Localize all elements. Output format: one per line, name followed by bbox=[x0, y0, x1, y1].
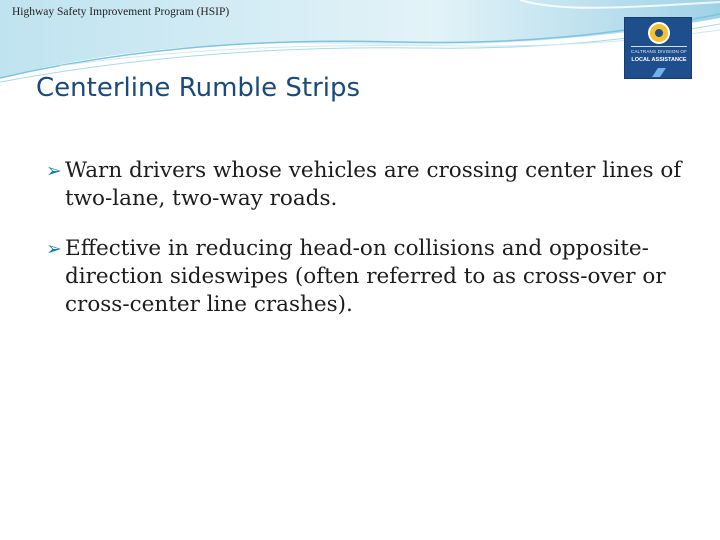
caltrans-logo bbox=[624, 17, 692, 79]
slide-title: Centerline Rumble Strips bbox=[36, 73, 361, 103]
program-title: Highway Safety Improvement Program (HSIP) bbox=[12, 6, 230, 18]
seal-icon bbox=[648, 22, 670, 44]
arrow-bullet-icon: ➢ bbox=[46, 238, 62, 260]
logo-line-1: CALTRANS DIVISION OF bbox=[630, 49, 688, 54]
logo-mark-icon bbox=[652, 68, 666, 77]
logo-divider bbox=[631, 46, 687, 47]
arrow-bullet-icon: ➢ bbox=[46, 160, 62, 182]
bullet-text: Effective in reducing head-on collisions and opposite-direction sideswipes (often referred to as cross-over or cross-center line crashes). bbox=[65, 236, 666, 317]
logo-line-2: LOCAL ASSISTANCE bbox=[631, 57, 687, 63]
bullet-item bbox=[46, 235, 686, 319]
bullet-text: Warn drivers whose vehicles are crossing center lines of two-lane, two-way roads. bbox=[65, 158, 682, 211]
bullet-item bbox=[46, 157, 686, 213]
